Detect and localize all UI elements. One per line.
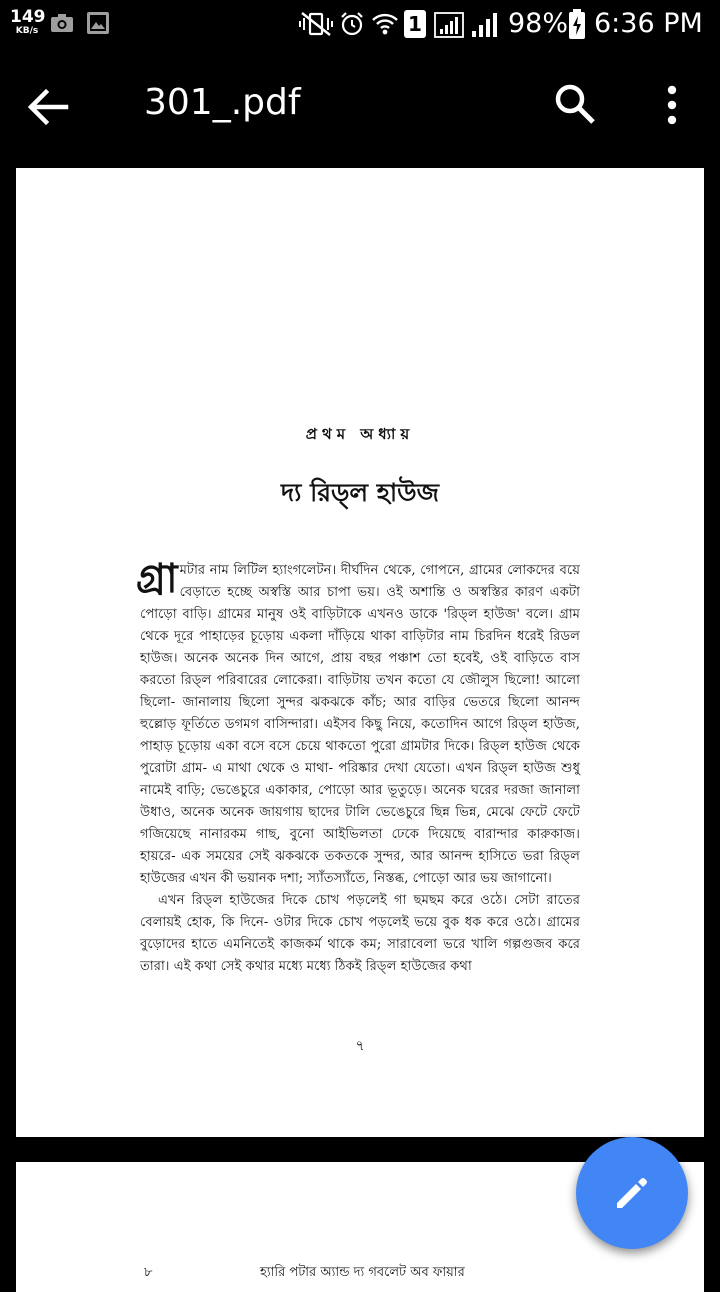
more-vert-icon[interactable] bbox=[650, 83, 694, 127]
battery-charging-icon bbox=[568, 9, 586, 39]
edit-pencil-icon bbox=[612, 1173, 652, 1213]
document-title: 301_.pdf bbox=[144, 82, 301, 123]
network-speed bbox=[10, 9, 44, 36]
vibrate-mute-icon bbox=[298, 11, 334, 37]
signal-icon-sim2 bbox=[470, 11, 498, 39]
network-speed-unit: KB/s bbox=[15, 26, 39, 36]
arrow-back-icon[interactable] bbox=[26, 85, 70, 129]
clock: 6:36 PM bbox=[594, 8, 703, 39]
wifi-icon bbox=[372, 11, 398, 37]
alarm-icon bbox=[340, 11, 364, 37]
body-text bbox=[136, 555, 580, 978]
paragraph-1: মটার নাম লিটিল হ্যাংগলেটন। দীর্ঘদিন থেকে, গোপনে, গ্রামের লোকদের বয়ে বেড়াতে হচ্ছে অস্বস্তি আর চাপা ভয়। ওই অশান্তি ও অস্বস্তির কারণ একটা পোড়ো বাড়ি। গ্রামের মানুষ ওই বাড়িটাকে এখনও ডাকে 'রিড্‌ল হাউজ' বলে। গ্রাম থেকে দূরে পাহাড়ের চূড়োয় একলা দাঁড়িয়ে থাকা বাড়িটার নাম চিরদিন ধরেই রিডল হাউজ। অনেক অনেক দিন আগে, প্রায় বছর পঞ্চাশ তো হবেই, ওই বাড়িতে বাস করতো রিড্‌ল পরিবারের লোকেরা। বাড়িটায় তখন কতো যে জৌলুস ছিলো! আলো ছিলো- জানালায় ছিলো সুন্দর ঝকঝকে কাঁচ; আর বাড়ির ভেতরে ছিলো আনন্দ হুল্লোড় ফূর্তিতে ডগমগ বাসিন্দারা। এইসব কিছু নিয়ে, কতোদিন আগে রিড্‌ল হাউজ, পাহাড় চূড়োয় একা বসে বসে চেয়ে থাকতো পুরো গ্রামটার দিকে। রিড্‌ল হাউজ থেকে পুরোটা গ্রাম- এ মাথা থেকে ও মাথা- পরিষ্কার দেখা যেতো। এখন রিড্‌ল হাউজ শুধু নামেই বাড়ি; ভেঙেচুরে একাকার, পোড়ো আর ভূতুড়ে। অনেক ঘরের দরজা জানালা উধাও, অনেক অনেক জায়গায় ছাদের টালি ভেঙেচুরে ছিন্ন ভিন্ন, মেঝে ফেটে ফেটে গজিয়েছে নানারকম গাছ, বুনো আইভিলতা ঢেকে দিয়েছে বারান্দার কারুকাজ। হায়রে- এক সময়ের সেই ঝকঝকে তকতকে সুন্দর, আর আনন্দ হাসিতে ভরা রিড্‌ল হাউজের এখন কী ভয়ানক দশা; স্যাঁতস্যাঁতে, নিস্তব্ধ, পোড়ো আর ভয় জাগানো। bbox=[140, 563, 580, 886]
pdf-page[interactable] bbox=[16, 168, 704, 1137]
chapter-title: দ্য রিড্‌ল হাউজ bbox=[281, 478, 439, 507]
paragraph-2: এখন রিড্‌ল হাউজের দিকে চোখ পড়লেই গা ছমছম করে ওঠে। সেটা রাতের বেলায়ই হোক, কি দিনে- ওটার দিকে চোখ পড়লেই ভয়ে বুক ধক করে ওঠে। গ্রামের বুড়োদের হাতে এমনিতেই কাজকর্ম থাকে কম; সারাবেলা ভরে খালি গল্পগুজব করে তারা। এই কথা সেই কথার মধ্যে মধ্যে ঠিকই রিড্‌ল হাউজের কথা bbox=[140, 893, 580, 974]
gallery-icon bbox=[86, 11, 110, 35]
chapter-label: প্রথম অধ্যায় bbox=[305, 425, 415, 443]
camera-icon bbox=[50, 11, 74, 35]
drop-cap: গ্রা bbox=[136, 555, 178, 602]
signal-icon-sim1 bbox=[434, 11, 464, 39]
status-bar bbox=[0, 0, 720, 48]
edit-fab[interactable] bbox=[576, 1137, 688, 1249]
page-number: ৮ bbox=[144, 1265, 153, 1280]
search-icon[interactable] bbox=[552, 81, 598, 127]
app-bar bbox=[0, 48, 720, 166]
page-number: ৭ bbox=[355, 1038, 365, 1054]
battery-percent: 98% bbox=[508, 8, 569, 39]
network-speed-value: 149 bbox=[10, 7, 46, 27]
running-header: হ্যারি পটার অ্যান্ড দ্য গবলেট অব ফায়ার bbox=[260, 1265, 465, 1280]
sim-indicator: 1 bbox=[404, 10, 426, 38]
